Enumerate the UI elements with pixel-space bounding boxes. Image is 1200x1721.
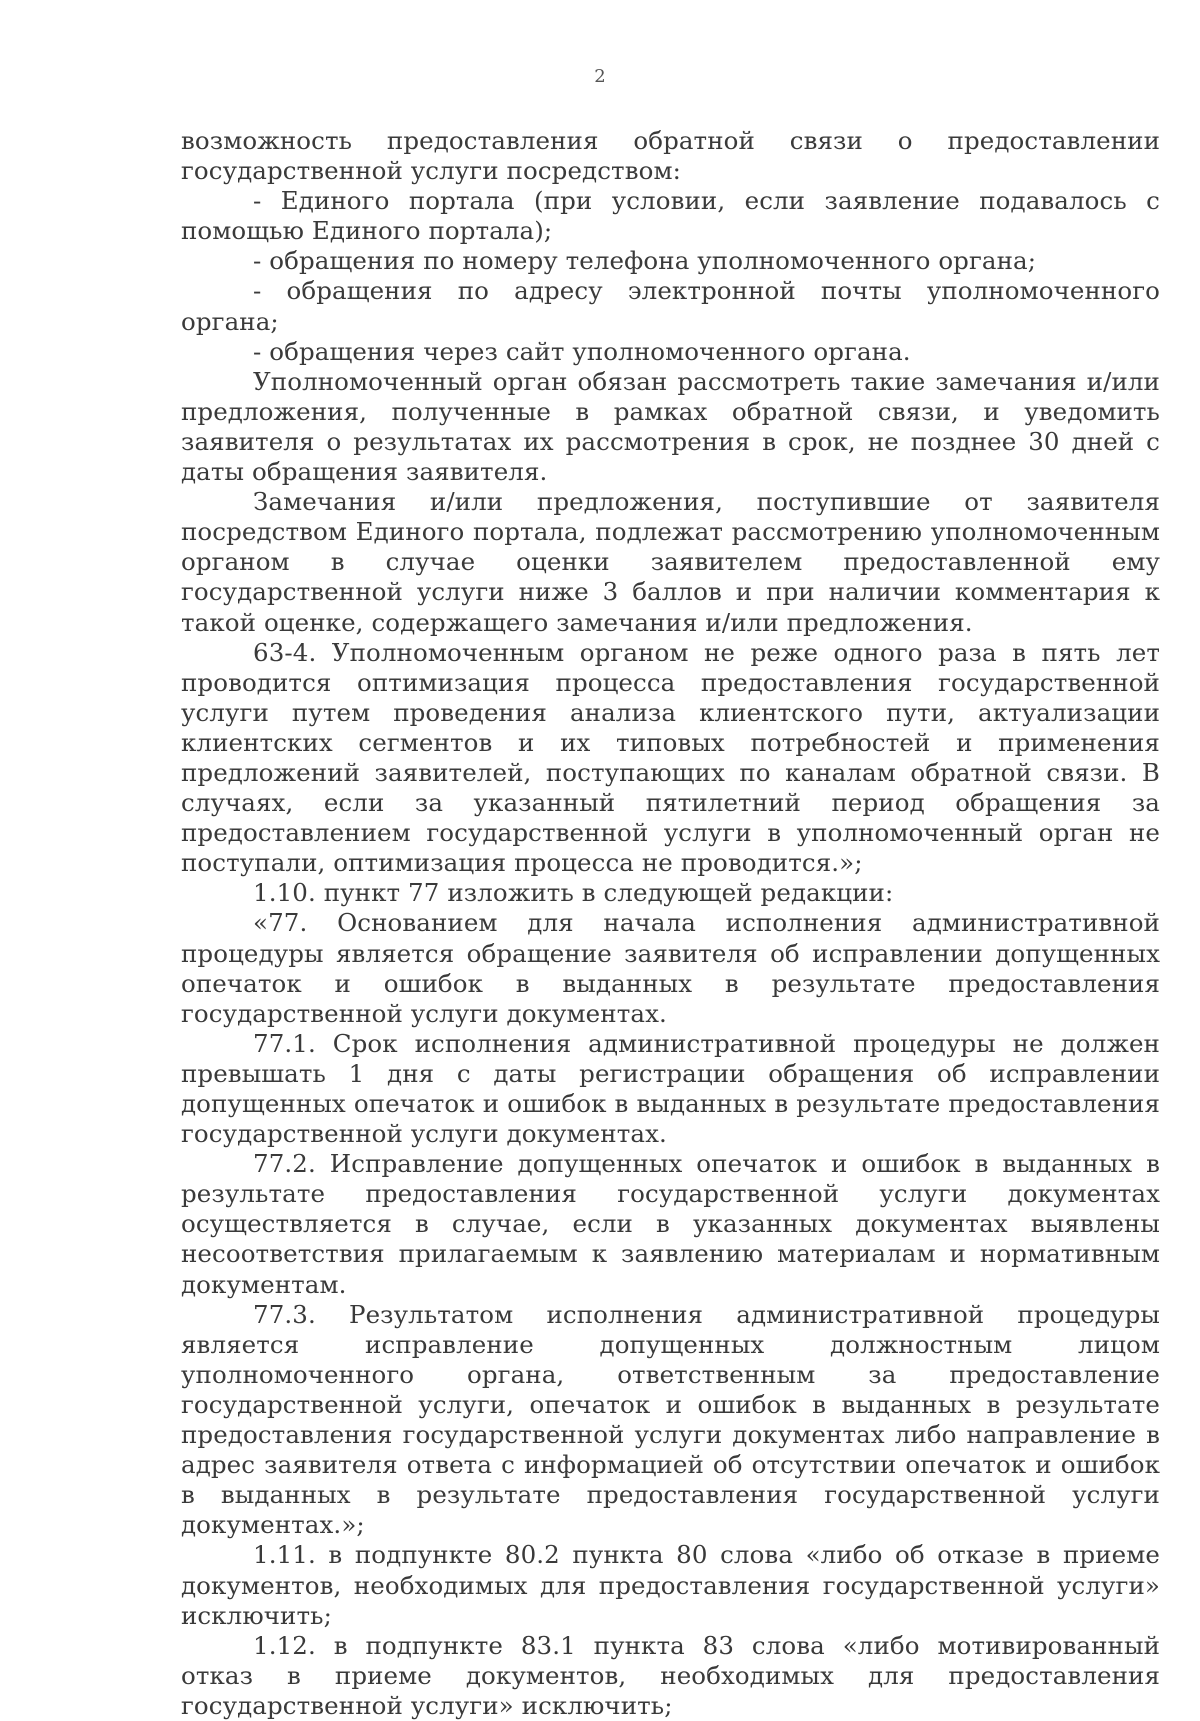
paragraph: 77.2. Исправление допущенных опечаток и ошибок в выданных в результате предоставления государственной услуги документах осуществляется в случае, если в указанных документах выявлены несоответствия прилагаемым к заявлению материалам и нормативным документам. xyxy=(181,1149,1160,1299)
paragraph: - обращения по адресу электронной почты уполномоченного органа; xyxy=(181,276,1160,336)
paragraph: - обращения через сайт уполномоченного органа. xyxy=(253,336,911,366)
paragraph: 1.10. пункт 77 изложить в следующей редакции: xyxy=(253,878,894,908)
page-number: 2 xyxy=(594,66,606,87)
paragraph: «77. Основанием для начала исполнения административной процедуры является обращение заявителя об исправлении допущенных опечаток и ошибок в выданных в результате предоставления государственной услуги документах. xyxy=(181,908,1160,1028)
paragraph: 77.3. Результатом исполнения административной процедуры является исправление допущенных должностным лицом уполномоченного органа, ответственным за предоставление государственной услуги, опечаток и ошибок в выданных в результате предоставления государственной услуги документах либо направление в адрес заявителя ответа с информацией об отсутствии опечаток и ошибок в выданных в результате предоставления государственной услуги документах.»; xyxy=(181,1299,1160,1540)
paragraph: 77.1. Срок исполнения административной процедуры не должен превышать 1 дня с даты регистрации обращения об исправлении допущенных опечаток и ошибок в выданных в результате предоставления государственной услуги документах. xyxy=(181,1028,1160,1149)
paragraph: 1.12. в подпункте 83.1 пункта 83 слова «либо мотивированный отказ в приеме документов, необходимых для предоставления государственной услуги» исключить; xyxy=(181,1630,1160,1720)
paragraph: Замечания и/или предложения, поступившие от заявителя посредством Единого портала, подлежат рассмотрению уполномоченным органом в случае оценки заявителем предоставленной ему государственной услуги ниже 3 баллов и при наличии комментария к такой оценке, содержащего замечания и/или предложения. xyxy=(181,487,1160,637)
document-body xyxy=(181,126,1160,1721)
paragraph: 1.11. в подпункте 80.2 пункта 80 слова «либо об отказе в приеме документов, необходимых для предоставления государственной услуги» исключить; xyxy=(181,1540,1160,1630)
paragraph: - Единого портала (при условии, если заявление подавалось с помощью Единого портала); xyxy=(181,186,1160,246)
paragraph: - обращения по номеру телефона уполномоченного органа; xyxy=(253,246,1037,276)
paragraph: возможность предоставления обратной связи о предоставлении государственной услуги посредством: xyxy=(181,126,1160,186)
paragraph: Уполномоченный орган обязан рассмотреть такие замечания и/или предложения, полученные в рамках обратной связи, и уведомить заявителя о результатах их рассмотрения в срок, не позднее 30 дней с даты обращения заявителя. xyxy=(181,366,1160,487)
paragraph: 63-4. Уполномоченным органом не реже одного раза в пять лет проводится оптимизация процесса предоставления государственной услуги путем проведения анализа клиентского пути, актуализации клиентских сегментов и их типовых потребностей и применения предложений заявителей, поступающих по каналам обратной связи. В случаях, если за указанный пятилетний период обращения за предоставлением государственной услуги в уполномоченный орган не поступали, оптимизация процесса не проводится.»; xyxy=(181,637,1160,878)
